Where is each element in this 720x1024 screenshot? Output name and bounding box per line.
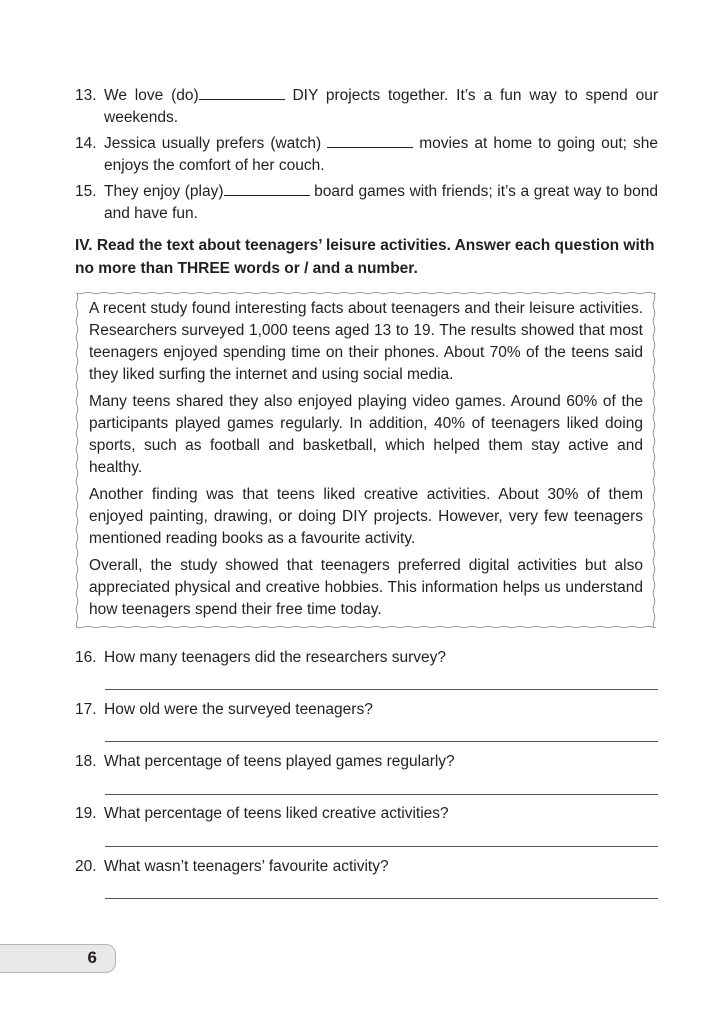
question-17 <box>75 699 658 721</box>
answer-line-16[interactable] <box>105 689 658 690</box>
exercise-item-13 <box>75 85 658 129</box>
question-text: What wasn’t teenagers’ favourite activity? <box>104 858 389 875</box>
question-20 <box>75 856 658 878</box>
fill-in-blank-15[interactable] <box>224 181 310 196</box>
section-iv-heading: IV. Read the text about teenagers’ leisure activities. Answer each question with no more than THREE words or / and a number. <box>75 237 655 277</box>
item-text <box>104 181 658 225</box>
page-number-tab <box>0 944 116 973</box>
item-number: 15. <box>75 183 97 200</box>
question-number: 16. <box>75 649 97 666</box>
question-text: What percentage of teens liked creative activities? <box>104 805 449 822</box>
item-continuation: DIY projects together. It’s a fun way to spend our weekends. <box>104 87 658 126</box>
item-prompt: Jessica usually prefers (watch) <box>104 135 328 152</box>
passage-content <box>89 298 643 626</box>
item-prompt: We love (do) <box>104 87 199 104</box>
question-text: How old were the surveyed teenagers? <box>104 701 373 718</box>
passage-paragraph-2: Many teens shared they also enjoyed playing video games. Around 60% of the participants played games regularly. In addition, 40% of teenagers liked doing sports, such as football and basketball, which helped them stay active and healthy. <box>89 393 643 476</box>
answer-line-17[interactable] <box>105 741 658 742</box>
exercise-item-15 <box>75 181 658 225</box>
reading-passage-box <box>74 290 657 630</box>
item-text <box>104 133 658 177</box>
question-number: 20. <box>75 858 97 875</box>
item-continuation: board games with friends; it’s a great way to bond and have fun. <box>104 183 658 222</box>
question-16 <box>75 647 658 669</box>
exercise-item-14 <box>75 133 658 177</box>
question-number: 17. <box>75 701 97 718</box>
passage-paragraph-1: A recent study found interesting facts about teenagers and their leisure activities. Researchers surveyed 1,000 teens aged 13 to 19. The results showed that most teenagers enjoyed spending time on their phones. About 70% of the teens said they liked surfing the internet and using social media. <box>89 300 643 383</box>
item-text <box>104 85 658 129</box>
question-19 <box>75 803 658 825</box>
question-18 <box>75 751 658 773</box>
question-number: 19. <box>75 805 97 822</box>
question-text: What percentage of teens played games regularly? <box>104 753 455 770</box>
question-text: How many teenagers did the researchers survey? <box>104 649 447 666</box>
answer-line-19[interactable] <box>105 846 658 847</box>
item-continuation: movies at home to going out; she enjoys the comfort of her couch. <box>104 135 659 174</box>
item-number: 13. <box>75 87 97 104</box>
fill-in-blank-14[interactable] <box>327 133 413 148</box>
answer-line-20[interactable] <box>105 898 658 899</box>
item-prompt: They enjoy (play) <box>104 183 224 200</box>
answer-line-18[interactable] <box>105 794 658 795</box>
page-number: 6 <box>87 948 97 967</box>
passage-paragraph-4: Overall, the study showed that teenagers preferred digital activities but also appreciated physical and creative hobbies. This information helps us understand how teenagers spend their free time today. <box>89 557 643 618</box>
passage-paragraph-3: Another finding was that teens liked creative activities. About 30% of them enjoyed painting, drawing, or doing DIY projects. However, very few teenagers mentioned reading books as a favourite activity. <box>89 486 643 547</box>
item-number: 14. <box>75 135 97 152</box>
question-number: 18. <box>75 753 97 770</box>
fill-in-blank-13[interactable] <box>199 85 285 100</box>
